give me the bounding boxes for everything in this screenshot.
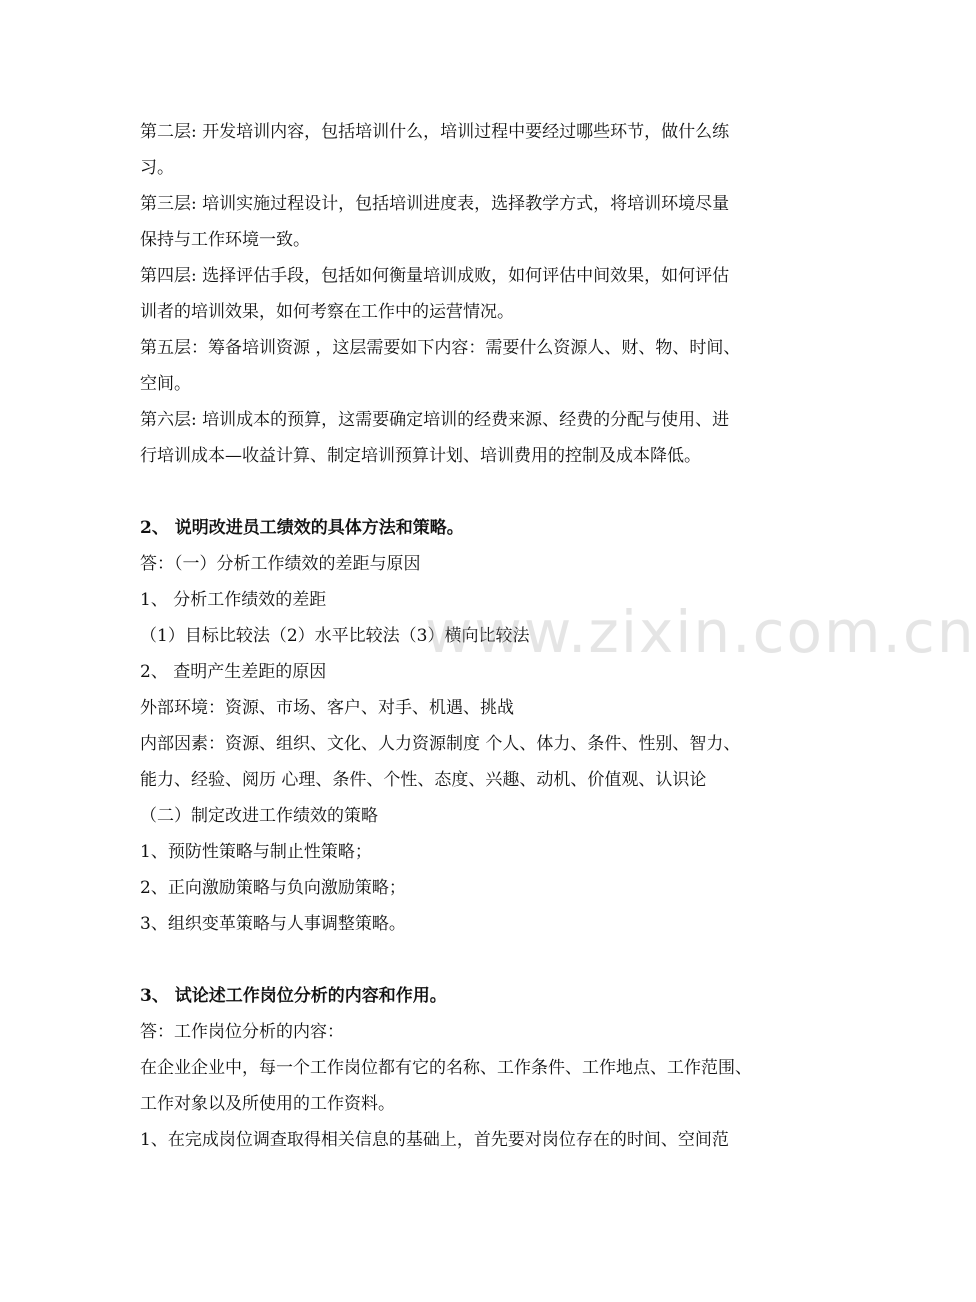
body-line: 第三层: 培训实施过程设计，包括培训进度表，选择教学方式，将培训环境尽量 bbox=[140, 194, 730, 214]
body-line: 保持与工作环境一致。 bbox=[140, 230, 310, 250]
section-heading-2: 2、 说明改进员工绩效的具体方法和策略。 bbox=[140, 518, 464, 538]
body-line: 内部因素：资源、组织、文化、人力资源制度 个人、体力、条件、性别、智力、 bbox=[140, 734, 741, 754]
body-line: 空间。 bbox=[140, 374, 191, 394]
body-line: 第二层: 开发培训内容，包括培训什么，培训过程中要经过哪些环节，做什么练 bbox=[140, 122, 730, 142]
body-line: 第四层: 选择评估手段，包括如何衡量培训成败，如何评估中间效果，如何评估 bbox=[140, 266, 730, 286]
body-line: 3、组织变革策略与人事调整策略。 bbox=[140, 914, 406, 934]
body-line: 在企业企业中，每一个工作岗位都有它的名称、工作条件、工作地点、工作范围、 bbox=[140, 1058, 752, 1078]
body-line: 能力、经验、阅历 心理、条件、个性、态度、兴趣、动机、价值观、认识论 bbox=[140, 770, 707, 790]
body-line: 第六层: 培训成本的预算，这需要确定培训的经费来源、经费的分配与使用、进 bbox=[140, 410, 730, 430]
body-line: 1、 分析工作绩效的差距 bbox=[140, 590, 327, 610]
body-line: 答：（一）分析工作绩效的差距与原因 bbox=[140, 554, 421, 574]
watermark-text: www.zixin.com.cn bbox=[425, 598, 976, 666]
section-heading-3: 3、 试论述工作岗位分析的内容和作用。 bbox=[140, 986, 447, 1006]
body-line: 第五层：筹备培训资源 ，这层需要如下内容：需要什么资源人、财、物、时间、 bbox=[140, 338, 741, 358]
body-line: 2、 查明产生差距的原因 bbox=[140, 662, 327, 682]
paragraph-gap bbox=[140, 942, 790, 978]
body-line: （二）制定改进工作绩效的策略 bbox=[140, 806, 378, 826]
body-line: 习。 bbox=[140, 158, 174, 178]
body-line: 答：工作岗位分析的内容： bbox=[140, 1022, 344, 1042]
paragraph-gap bbox=[140, 474, 790, 510]
body-line: 训者的培训效果，如何考察在工作中的运营情况。 bbox=[140, 302, 514, 322]
body-line: 1、在完成岗位调查取得相关信息的基础上，首先要对岗位存在的时间、空间范 bbox=[140, 1130, 729, 1150]
body-line: （1）目标比较法（2）水平比较法（3）横向比较法 bbox=[140, 626, 530, 646]
body-line: 工作对象以及所使用的工作资料。 bbox=[140, 1094, 395, 1114]
body-line: 行培训成本—收益计算、制定培训预算计划、培训费用的控制及成本降低。 bbox=[140, 446, 701, 466]
body-line: 1、预防性策略与制止性策略； bbox=[140, 842, 372, 862]
body-line: 2、正向激励策略与负向激励策略； bbox=[140, 878, 406, 898]
body-line: 外部环境：资源、市场、客户、对手、机遇、挑战 bbox=[140, 698, 514, 718]
